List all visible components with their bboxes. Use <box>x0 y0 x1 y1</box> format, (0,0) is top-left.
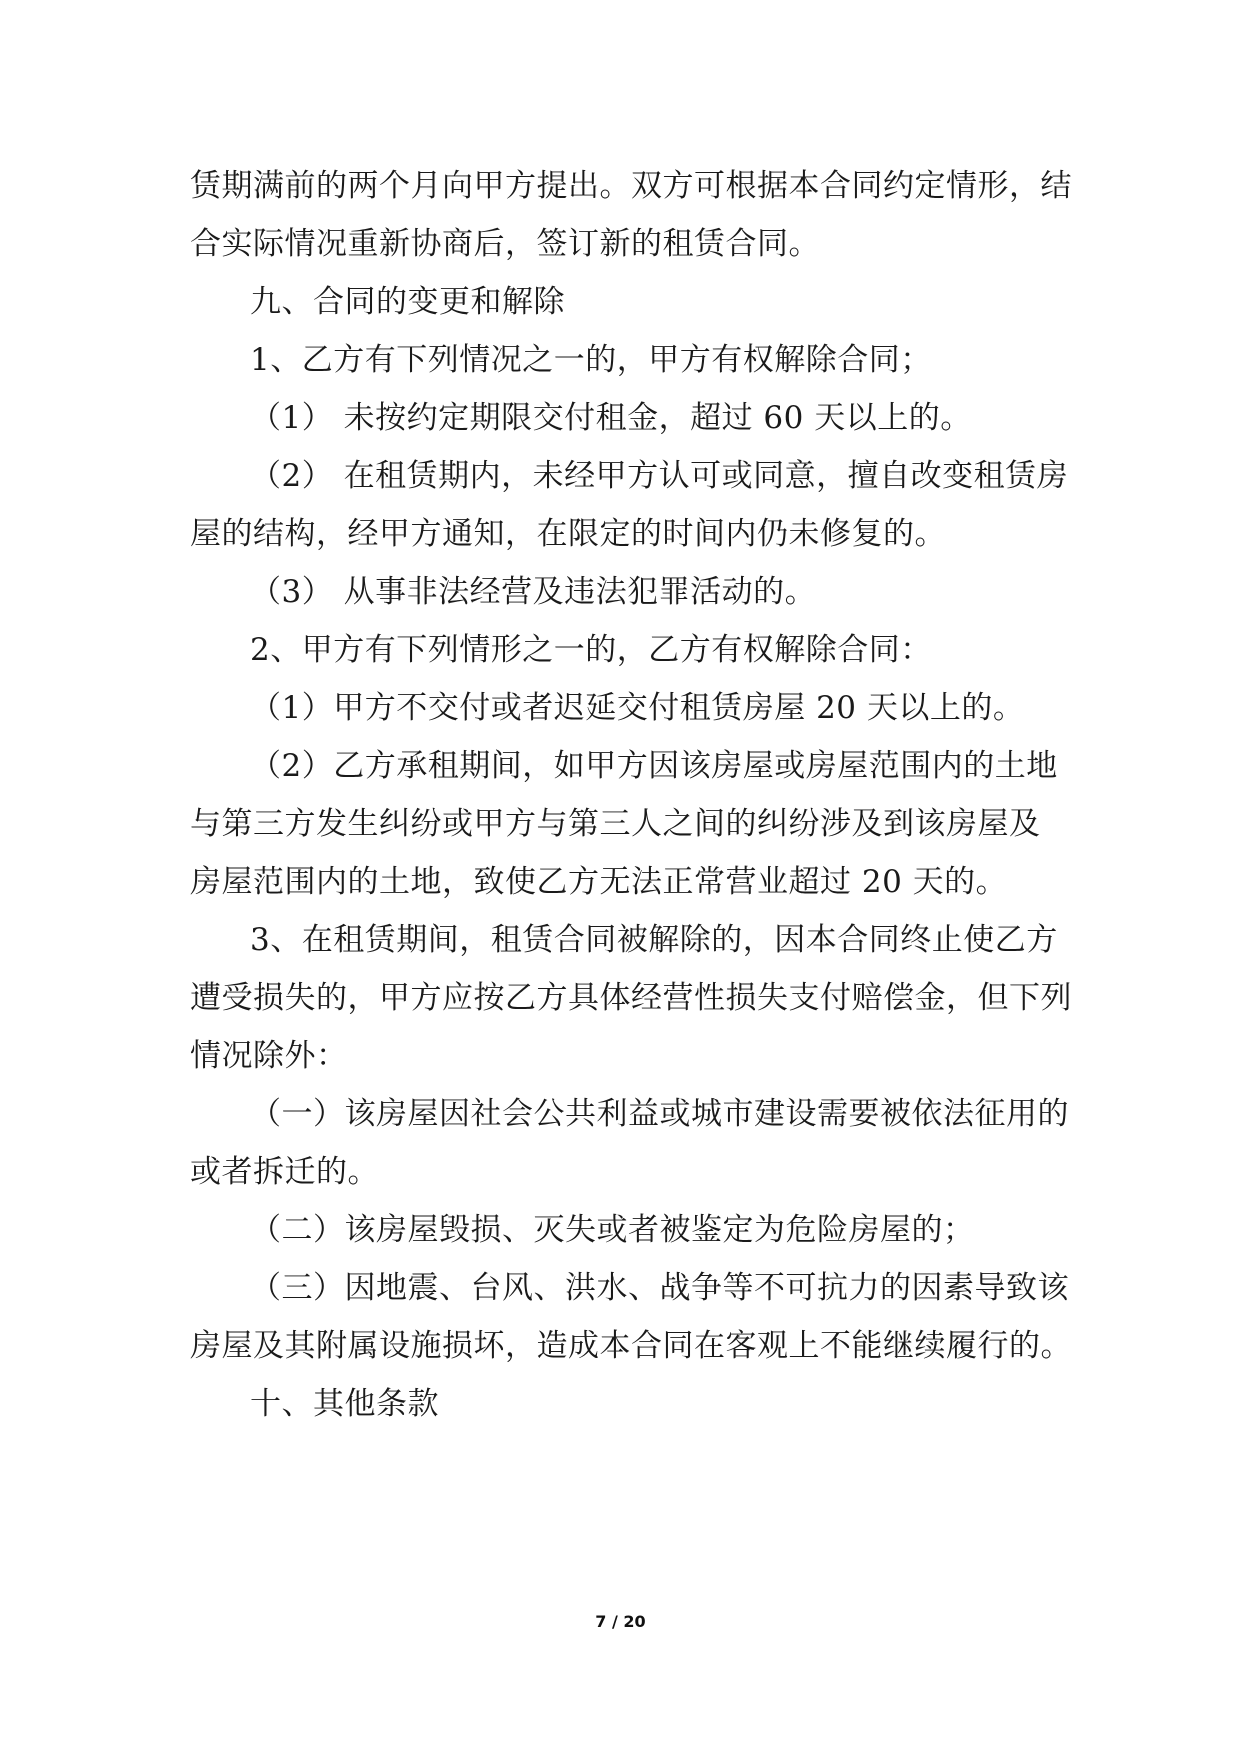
body-line: 与第三方发生纠纷或甲方与第三人之间的纠纷涉及到该房屋及 <box>190 806 1041 842</box>
body-line: （1）甲方不交付或者迟延交付租赁房屋 20 天以上的。 <box>250 690 1025 726</box>
body-line: （二）该房屋毁损、灭失或者被鉴定为危险房屋的； <box>250 1212 975 1248</box>
section-heading: 十、其他条款 <box>250 1386 439 1422</box>
body-line: （三）因地震、台风、洪水、战争等不可抗力的因素导致该 <box>250 1270 1069 1306</box>
body-line: 房屋及其附属设施损坏，造成本合同在客观上不能继续履行的。 <box>190 1328 1072 1364</box>
body-line: 遭受损失的，甲方应按乙方具体经营性损失支付赔偿金，但下列 <box>190 980 1072 1016</box>
body-line: 或者拆迁的。 <box>190 1154 379 1190</box>
body-line: 赁期满前的两个月向甲方提出。双方可根据本合同约定情形，结 <box>190 168 1072 204</box>
body-line: （1） 未按约定期限交付租金，超过 60 天以上的。 <box>250 400 972 436</box>
body-line: 屋的结构，经甲方通知，在限定的时间内仍未修复的。 <box>190 516 946 552</box>
body-line: 房屋范围内的土地，致使乙方无法正常营业超过 20 天的。 <box>190 864 1008 900</box>
clause-heading: 1、乙方有下列情况之一的，甲方有权解除合同； <box>250 342 932 378</box>
body-line: 情况除外： <box>190 1038 348 1074</box>
body-line: （3） 从事非法经营及违法犯罪活动的。 <box>250 574 817 610</box>
clause-heading: 2、甲方有下列情形之一的，乙方有权解除合同： <box>250 632 932 668</box>
section-heading: 九、合同的变更和解除 <box>250 284 565 320</box>
page-number: 7 / 20 <box>595 1612 646 1631</box>
clause-heading: 3、在租赁期间，租赁合同被解除的，因本合同终止使乙方 <box>250 922 1058 958</box>
body-line: （一）该房屋因社会公共利益或城市建设需要被依法征用的 <box>250 1096 1069 1132</box>
body-line: 合实际情况重新协商后，签订新的租赁合同。 <box>190 226 820 262</box>
body-line: （2） 在租赁期内，未经甲方认可或同意，擅自改变租赁房 <box>250 458 1069 494</box>
body-line: （2）乙方承租期间，如甲方因该房屋或房屋范围内的土地 <box>250 748 1058 784</box>
